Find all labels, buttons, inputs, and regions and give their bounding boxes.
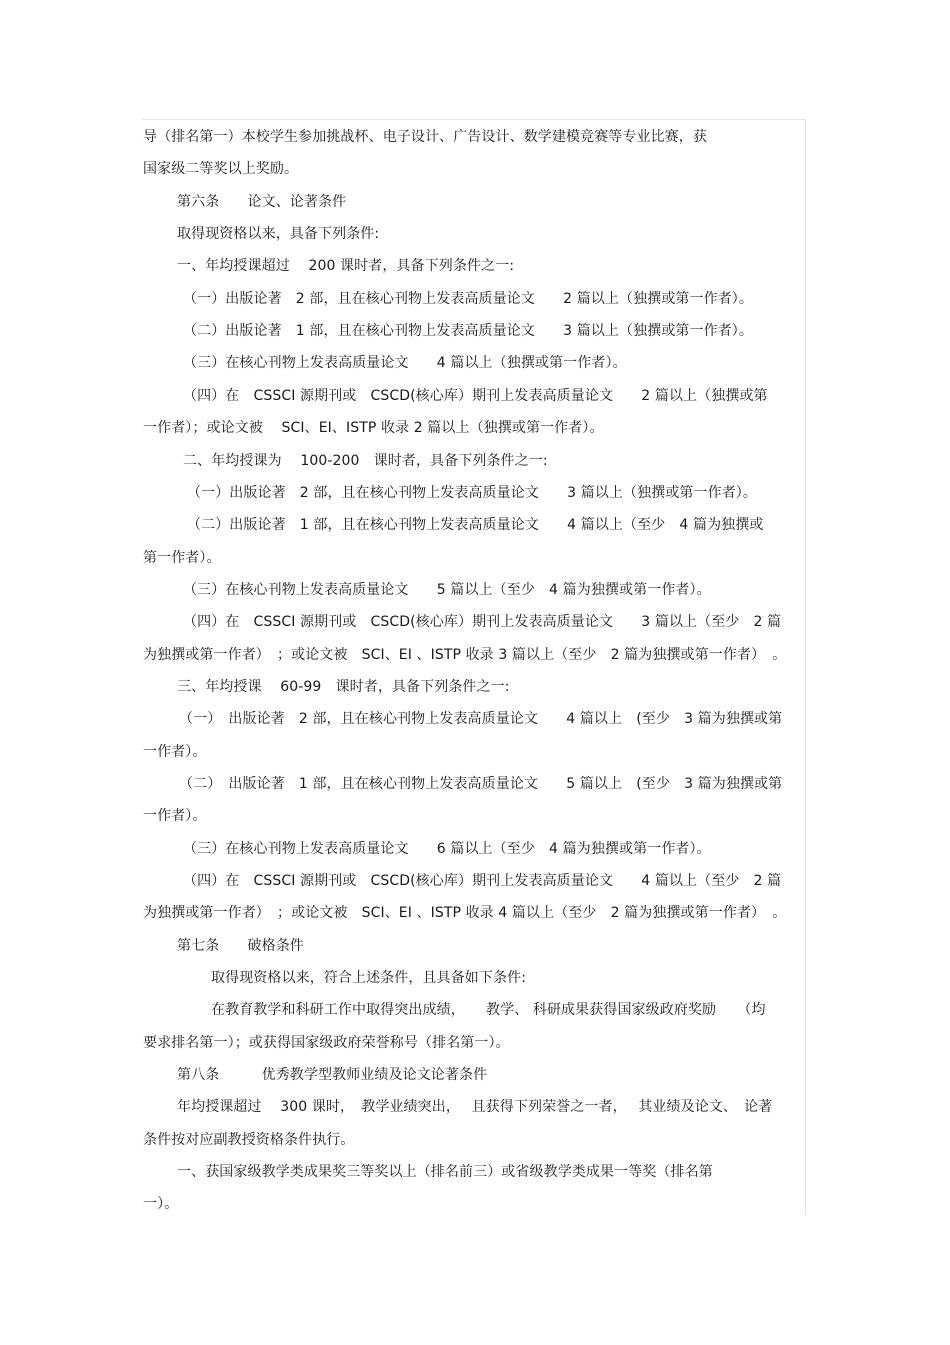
list-item: （三）在核心刊物上发表高质量论文 6 篇以上（至少 4 篇为独撰或第一作者）。 <box>183 841 711 857</box>
list-item: （三）在核心刊物上发表高质量论文 5 篇以上（至少 4 篇为独撰或第一作者）。 <box>183 582 711 598</box>
section-heading-3: 三、年均授课 60-99 课时者，具备下列条件之一: <box>177 679 510 695</box>
paragraph-line: 国家级二等奖以上奖励。 <box>143 161 299 177</box>
paragraph-line: 一）。 <box>143 1196 179 1212</box>
list-item: （一）出版论著 2 部，且在核心刊物上发表高质量论文 3 篇以上（独撰或第一作者）。 <box>187 485 758 501</box>
list-item: （三）在核心刊物上发表高质量论文 4 篇以上（独撰或第一作者）。 <box>183 355 627 371</box>
article-heading-8: 第八条 优秀教学型教师业绩及论文论著条件 <box>177 1067 488 1083</box>
paragraph-line: 导（排名第一）本校学生参加挑战杯、电子设计、广告设计、数学建模竞赛等专业比赛，获 <box>143 129 707 145</box>
paragraph-line: 一作者）。 <box>143 744 207 760</box>
list-item: （四）在 CSSCI 源期刊或 CSCD(核心库）期刊上发表高质量论文 3 篇以上（至少 2 篇 <box>183 614 782 630</box>
list-item: （二）出版论著 1 部，且在核心刊物上发表高质量论文 4 篇以上（至少 4 篇为独撰或 <box>187 517 764 533</box>
paragraph-line: 年均授课超过 300 课时， 教学业绩突出， 且获得下列荣誉之一者， 其业绩及论文、 论著 <box>177 1099 773 1115</box>
list-item: 一、获国家级教学类成果奖三等奖以上（排名前三）或省级教学类成果一等奖（排名第 <box>177 1164 713 1180</box>
list-item: （一） 出版论著 2 部，且在核心刊物上发表高质量论文 4 篇以上 (至少 3 篇为独撰或第 <box>179 711 783 727</box>
paragraph-line: 一作者）。 <box>143 808 207 824</box>
article-heading-7: 第七条 破格条件 <box>177 938 304 954</box>
paragraph-line: 第一作者）。 <box>143 550 221 566</box>
list-item: （四）在 CSSCI 源期刊或 CSCD(核心库）期刊上发表高质量论文 4 篇以上（至少 2 篇 <box>183 873 782 889</box>
paragraph-line: 要求排名第一）；或获得国家级政府荣誉称号（排名第一）。 <box>143 1035 510 1051</box>
list-item: （四）在 CSSCI 源期刊或 CSCD(核心库）期刊上发表高质量论文 2 篇以上（独撰或第 <box>183 388 768 404</box>
paragraph-line: 条件按对应副教授资格条件执行。 <box>143 1132 355 1148</box>
article-heading-6: 第六条 论文、论著条件 <box>177 194 347 210</box>
paragraph-line: 为独撰或第一作者） ；或论文被 SCI、EI 、ISTP 收录 4 篇以上（至少 2 篇为独撰或第一作者） 。 <box>143 905 787 921</box>
paragraph-line: 取得现资格以来，符合上述条件，且具备如下条件: <box>211 970 527 986</box>
paragraph-line: 为独撰或第一作者） ；或论文被 SCI、EI 、ISTP 收录 3 篇以上（至少 2 篇为独撰或第一作者） 。 <box>143 647 787 663</box>
list-item: （二） 出版论著 1 部，且在核心刊物上发表高质量论文 5 篇以上 (至少 3 篇为独撰或第 <box>179 776 783 792</box>
paragraph-line: 取得现资格以来，具备下列条件: <box>177 226 380 242</box>
paragraph-line: 在教育教学和科研工作中取得突出成绩， 教学、 科研成果获得国家级政府奖励 （均 <box>211 1002 766 1018</box>
paragraph-line: 一作者）；或论文被 SCI、EI、ISTP 收录 2 篇以上（独撰或第一作者）。 <box>143 420 604 436</box>
list-item: （一）出版论著 2 部，且在核心刊物上发表高质量论文 2 篇以上（独撰或第一作者）。 <box>183 291 754 307</box>
section-heading-1: 一、年均授课超过 200 课时者，具备下列条件之一: <box>177 258 515 274</box>
list-item: （二）出版论著 1 部，且在核心刊物上发表高质量论文 3 篇以上（独撰或第一作者）。 <box>183 323 754 339</box>
section-heading-2: 二、年均授课为 100-200 课时者，具备下列条件之一: <box>183 453 548 469</box>
